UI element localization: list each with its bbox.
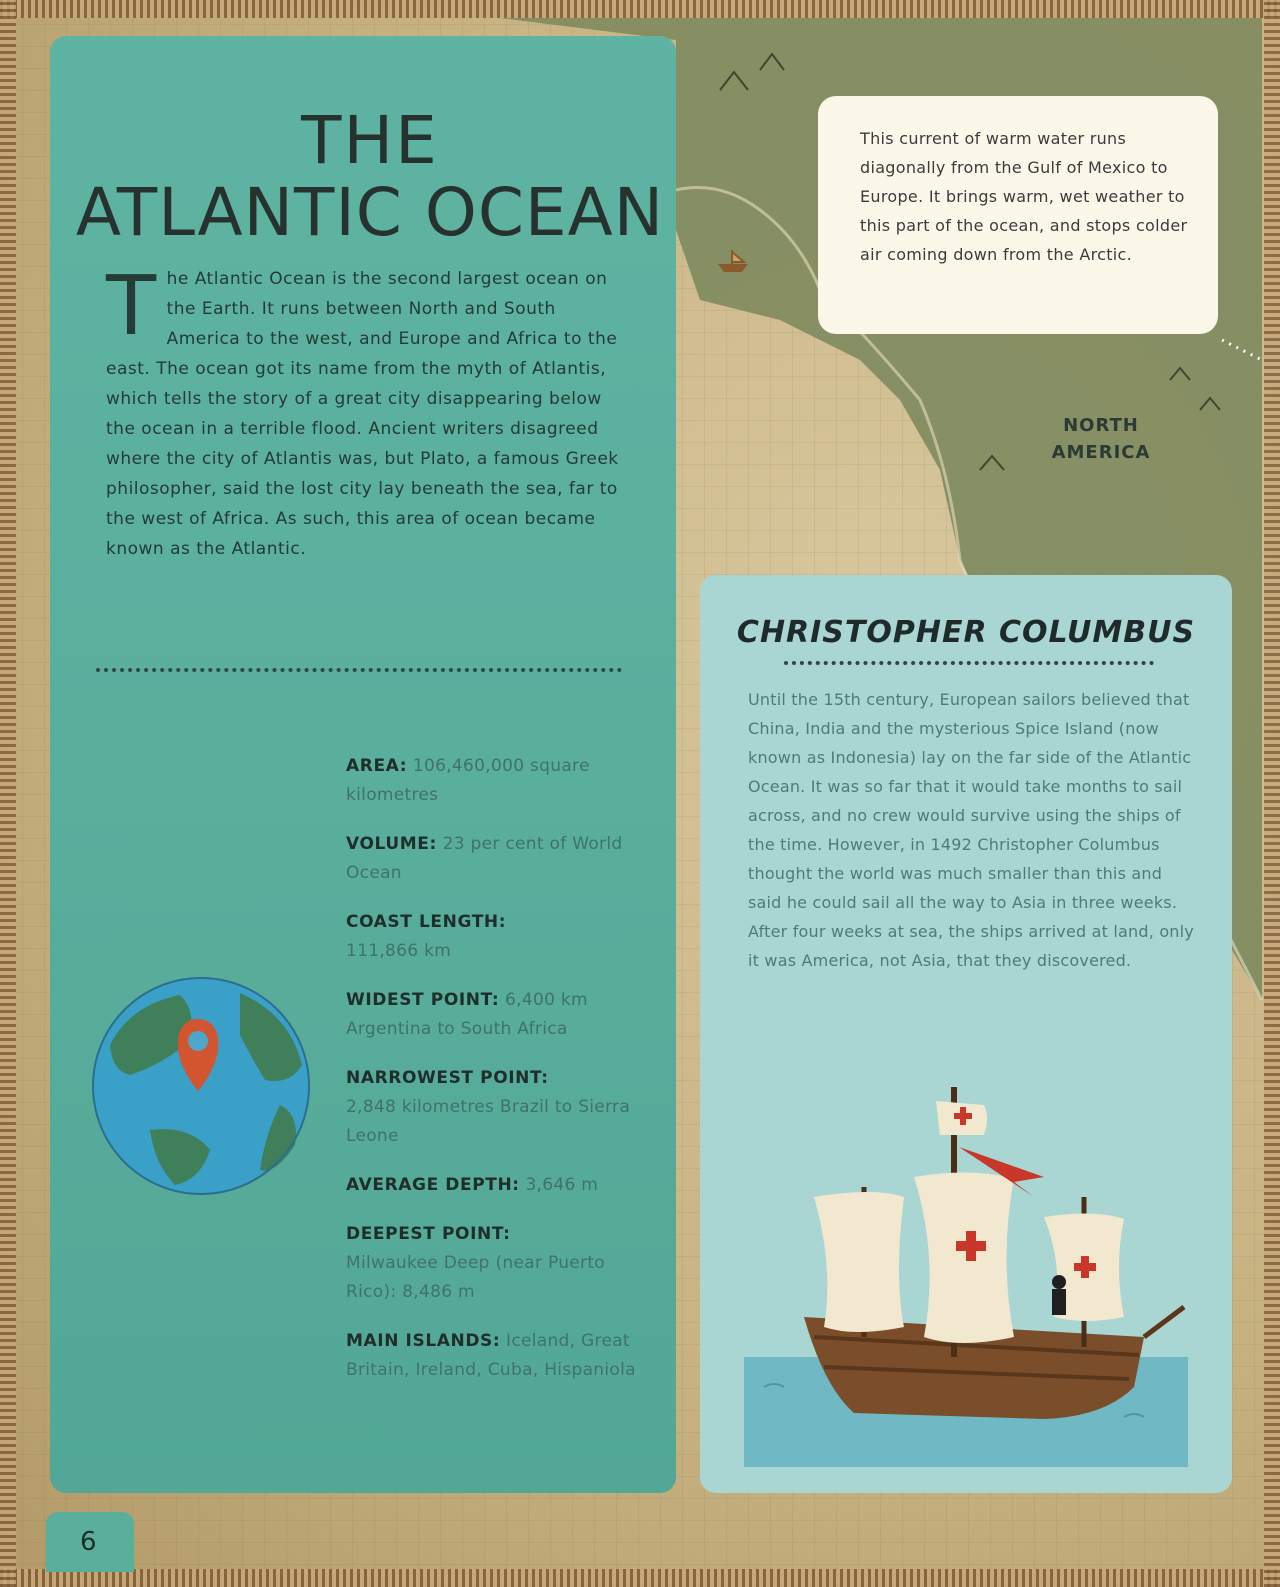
fact-label: COAST LENGTH:	[346, 912, 507, 932]
fact-deepest-point	[346, 1220, 636, 1307]
fact-value: 3,646 m	[525, 1175, 599, 1195]
columbus-panel	[700, 575, 1232, 1493]
fact-main-islands	[346, 1327, 636, 1385]
page-title	[50, 102, 690, 251]
map-border-top	[0, 0, 1280, 18]
info-box-text: This current of warm water runs diagonally from the Gulf of Mexico to Europe. It brings warm, wet weather to this part of the ocean, and stops colder air coming down from the Arctic.	[860, 129, 1188, 264]
columbus-divider	[784, 661, 1154, 665]
fact-value: 23 per cent of World Ocean	[346, 834, 623, 883]
columbus-text: Until the 15th century, European sailors believed that China, India and the mysterious Spice Island (now known as Indonesia) lay on the far side of the Atlantic Ocean. It was so far that it would take months to sail across, and no crew would survive using the ships of the time. However, in 1492 Christopher Columbus thought the world was much smaller than this and said he could sail all the way to Asia in three weeks. After four weeks at sea, the ships arrived at land, only it was America, not Asia, that they discovered.	[748, 690, 1194, 970]
gulf-stream-info-box	[818, 96, 1218, 334]
fact-average-depth	[346, 1171, 636, 1200]
fact-narrowest-point	[346, 1064, 636, 1151]
fact-volume	[346, 830, 636, 888]
intro-paragraph	[106, 259, 626, 564]
fact-value: Iceland, Great Britain, Ireland, Cuba, Hispaniola	[346, 1331, 636, 1380]
page-number: 6	[46, 1512, 134, 1572]
fact-value: 106,460,000 square kilometres	[346, 756, 590, 805]
fact-label: DEEPEST POINT:	[346, 1224, 511, 1244]
fact-value: 111,866 km	[346, 941, 452, 961]
facts-list	[346, 752, 636, 1405]
fact-label: AREA:	[346, 756, 408, 776]
fact-area	[346, 752, 636, 810]
fact-value: 6,400 km Argentina to South Africa	[346, 990, 588, 1039]
fact-value: 2,848 kilometres Brazil to Sierra Leone	[346, 1097, 631, 1146]
fact-label: NARROWEST POINT:	[346, 1068, 549, 1088]
fact-widest-point	[346, 986, 636, 1044]
map-border-left	[0, 0, 16, 1587]
title-line-2: ATLANTIC OCEAN	[75, 174, 665, 251]
fact-label: WIDEST POINT:	[346, 990, 500, 1010]
globe-icon	[90, 975, 312, 1197]
drop-cap: T	[106, 259, 157, 354]
intro-text: he Atlantic Ocean is the second largest ocean on the Earth. It runs between North and South America to the west, and Europe and Africa to the east. The ocean got its name from the myth of Atlantis, which tells the story of a great city disappearing below the ocean in a terrible flood. Ancient writers disagreed where the city of Atlantis was, but Plato, a famous Greek philosopher, said the lost city lay beneath the sea, far to the west of Africa. As such, this area of ocean became known as the Atlantic.	[106, 269, 619, 559]
map-border-right	[1264, 0, 1280, 1587]
fact-coast-length	[346, 908, 636, 966]
fact-label: AVERAGE DEPTH:	[346, 1175, 520, 1195]
continent-label: NORTH AMERICA	[1051, 415, 1151, 463]
fact-label: VOLUME:	[346, 834, 437, 854]
fact-label: MAIN ISLANDS:	[346, 1331, 501, 1351]
fact-value: Milwaukee Deep (near Puerto Rico): 8,486 m	[346, 1253, 605, 1302]
dotted-divider	[96, 668, 622, 672]
title-line-1: THE	[301, 102, 439, 179]
columbus-title: CHRISTOPHER COLUMBUS	[736, 615, 1196, 650]
ship-illustration	[744, 1087, 1188, 1467]
map-border-bottom	[0, 1569, 1280, 1587]
